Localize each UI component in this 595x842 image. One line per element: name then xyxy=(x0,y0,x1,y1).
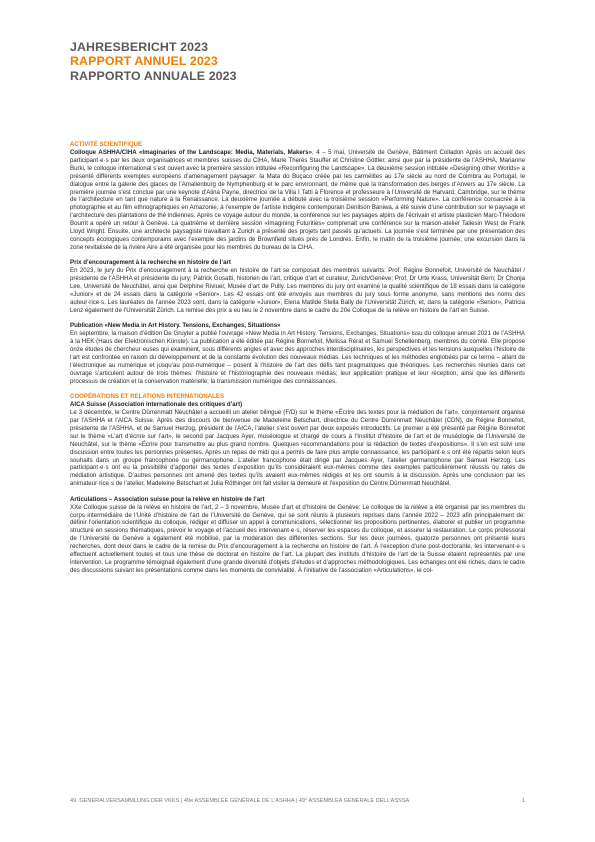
paragraph-text: En septembre, la maison d’édition De Gruyter a publié l’ouvrage «New Media in Art History. Tensions, Exchanges, Situations» issu du colloque annuel 2021 de l’ASHHA à la HEK (Haus der Elektronischen Künste). La publication a été éditée par Régine Bonnefoit, Melissa Rérat et Samuel Schellenberg, membres du comité. Elle propose onze études de chercheur·euses qui examinent, sous différents angles et avec des approches interdisciplinaires, les perspectives et les tensions auxquelles l’histoire de l’art est confrontée en raison du développement et de la constante évolution des nouveaux médias. Les techniques et les méthodes englobées par ce terme – allant de l’électronique au numérique et jusqu’au post-numérique – posent à l’histoire de l’art des défis tant pragmatiques que théoriques. Les recherches réunies dans cet ouvrage s’articulent autour de trois thèmes: l’histoire et l’historiographie des nouveaux médias; leur application pratique et leur réception, ainsi que les différents processus de création et la conservation matérielle; la transmission numérique des connaissances. xyxy=(70,330,525,385)
paragraph-subheading: Articulations – Association suisse pour la relève en histoire de l’art xyxy=(70,495,265,503)
paragraph-publication xyxy=(70,322,525,385)
title-block xyxy=(70,40,237,83)
footer-text: 49. GENERALVERSAMMLUNG DER VKKS | 49e ASSEMBLÉE GÉNÉRALE DE L’ASHHA | 49° ASSEMBLEA GENERALE DELL’ASSSA xyxy=(70,798,410,804)
paragraph-subheading: Publication «New Media in Art History. Tensions, Exchanges, Situations» xyxy=(70,322,281,330)
section-heading-scientific: ACTIVITÉ SCIENTIFIQUE xyxy=(70,141,143,148)
paragraph-subheading: AICA Suisse (Association internationale des critiques d’art) xyxy=(70,401,243,409)
title-french: RAPPORT ANNUEL 2023 xyxy=(70,54,218,69)
paragraph-articulations xyxy=(70,496,525,575)
paragraph-text: Le 3 décembre, le Centre Dürrenmatt Neuchâtel a accueilli un atelier bilingue (F/D) sur le thème «Écrire des textes pour la médiation de l’art», conjointement organisé par l’ASHHA et l’AICA Suisse. Après des discours de bienvenue de Madeleine Betschart, directrice du Centre Dürrenmatt Neuchâtel (CDN), de Régine Bonnefoit, présidente de l’ASHHA, et de Samuel Herzog, président de l’AICA, l’atelier s’est ouvert par deux exposés introductifs. Le premier a été présenté par Régine Bonnefoit sur le thème «L’art d’écrire sur l’art», le second par Jacques Ayer, muséologue et chargé de cours à l’Institut d’histoire de l’art et de muséologie de l’Université de Neuchâtel, sur le thème «Écrire pour transmettre au plus grand nombre. Quelques recommandations pour la rédaction de textes d’expositions». Il s’en est suivi une discussion entre toutes les personnes présentes. Après un repas de midi qui a permis de faire plus ample connaissance, les participant·e·s ont été répartis selon leurs souhaits dans un groupe francophone ou germanophone. L’atelier francophone était dirigé par Jacques Ayer, l’atelier germanophone par Samuel Herzog. Les participant·e·s ont eu la possibilité d’apporter des textes d’exposition qu’ils considéraient eux-mêmes comme des exemples particulièrement réussis ou ratés de médiation artistique. D’autres personnes ont amené des textes qu’ils avaient eux-mêmes rédigés et les ont soumis à la discussion. Après une conclusion par les animateur·rice·s de l’atelier, Madeleine Betschart et Julia Röthinger ont fait visiter la demeure et l’exposition du Centre Dürrenmatt Neuchâtel. xyxy=(70,409,525,488)
title-german: JAHRESBERICHT 2023 xyxy=(70,40,209,54)
paragraph-subheading: Prix d’encouragement à la recherche en histoire de l’art xyxy=(70,259,231,267)
paragraph-prix xyxy=(70,259,525,314)
main-content xyxy=(70,141,525,582)
section-heading-cooperations: COOPÉRATIONS ET RELATIONS INTERNATIONALES xyxy=(70,393,225,401)
page-footer xyxy=(70,797,525,805)
paragraph-text: XXe Colloque suisse de la relève en histoire de l’art, 2 – 3 novembre, Musée d’art et d’histoire de Genève: Le colloque de la relève a été organisé par les membres du corps intermédiaire de l’Unité d’histoire de l’art de l’Université de Genève, qui se sont réunis à plusieurs reprises dans l’année 2022 – 2023 afin principalement de: définir l’orientation scientifique du colloque, rédiger et diffuser un appel à communications, sélectionner les propositions pertinentes, élaborer et publier un programme structuré en sessions thématiques, prévoir le voyage et l’accueil des intervenant·e·s, réserver les espaces du colloque, et assurer la restauration. Le corps professoral de l’Université de Genève a également été mobilisé, par la modération des différentes sections. Sur les deux journées, quatorze personnes ont présenté leurs recherches, dont deux dans le cadre de la remise du Prix d’encouragement à la recherche en histoire de l’art. À l’exception d’une post-doctorante, les intervenant·e·s effectuent actuellement toutes et tous une thèse de doctorat en histoire de l’art. La plupart des instituts d’histoire de l’art de la Suisse étaient représentés par une intervention. Le programme témoignait également d’une grande diversité d’objets d’études et d’approches méthodologiques. Les échanges ont été riches, dans le cadre des discussions suivant les présentations comme dans les moments de convivialité. À l’initiative de l’association «Articulations», le col- xyxy=(70,503,525,574)
paragraph-text: , 4 – 5 mai, Université de Genève, Bâtiment Colladon Après un accueil des participant·e·s par les deux organisatrices et membres suisses du CIHA, Marie Therès Stauffer et Christine Göttler, ainsi que par la présidente de l’ASHHA, Marianne Burki, le colloque international s’est ouvert avec la première session intitulée «Reconfiguring the Landscape». La deuxième session intitulée «Designing other Worlds» a présenté différents exemples européens d’aménagement paysager: la Mata do Buçaco créée par les carmélites au 17e siècle au nord de Coimbra au Portugal, le dialogue entre la galerie des glaces de l’Amalienburg de Nymphenburg et le parc environnant, de même que la transformation des berges d’Anvers au 17e siècle. La première journée s’est conclue par une keynote d’Alina Payne, directrice de la Villa I Tatti à Florence et professeure à l’Université de Harvard, Cambridge, sur le thème de l’architecture en tant que nature à la Renaissance. La deuxième journée a débuté avec la troisième session «Performing Nature». La conférence consacrée à la photographie et au film ethnographiques en Amazonie, à l’exemple de l’artiste indigène contemporain Denilson Baniwa, a été suivie d’une contribution sur le paysage et l’architecture des plantations de thé indiennes. Après ce voyage autour du monde, la conférence sur les paysages alpins de l’écrivain et artiste plasticien Marc-Théodore Bourrit a opéré un retour à Genève. La quatrième et dernière session «Imagining Futurities» comprenait une conférence sur la maison-atelier Taliesin West de Frank Lloyd Wright. Ensuite, une architecte paysagiste travaillant à Zurich a présenté des projets tant passés qu’actuels. La journée s’est terminée par une présentation des concepts écologiques contemporains avec l’exemple des jardins de Brownfield situés près de Londres. Enfin, le matin de la troisième journée, une excursion dans la zone revitalisée de la rivière Aire a été organisée pour les membres du bureau de la CIHA. xyxy=(70,149,525,251)
page-number: 1 xyxy=(521,798,525,804)
paragraph-text: En 2023, le jury du Prix d’encouragement à la recherche en histoire de l’art se composait des membres suivants: Prof. Régine Bonnefoit, Université de Neuchâtel / présidente de l’ASHHA et présidente du jury; Patrick Gosatti, historien de l’art, critique d’art et curateur, Zurich/Genève; Prof. Dr Urte Krass, Universität Bern; Dr Chonja Lee, Université de Neuchâtel, ainsi que Delphine Riviuer, Musée d’art de Pully. Les membres du jury ont examiné la qualité scientifique de 18 essais dans la catégorie «Junior» et de 24 essais dans la catégorie «Senior». Les 42 essais ont été envoyés aux membres du jury sous forme anonyme, sans mentions des noms des auteur·rice·s. Les lauréates de l’année 2023 sont, dans la catégorie «Junior», Elena Matilde Stella Bally de l’Universität Zürich, et, dans la catégorie «Senior», Patricia Lenz également de l’Universität Zürich. La remise des prix a eu lieu le 2 novembre dans le cadre du 20e Colloque de la relève en histoire de l’art en Suisse. xyxy=(70,267,525,314)
paragraph-colloque xyxy=(70,149,525,252)
paragraph-aica xyxy=(70,401,525,488)
paragraph-lead: Colloque ASHHA/CIHA «Imaginaries of the Landscape: Media, Materials, Makers» xyxy=(70,149,312,156)
title-italian: RAPPORTO ANNUALE 2023 xyxy=(70,68,237,83)
